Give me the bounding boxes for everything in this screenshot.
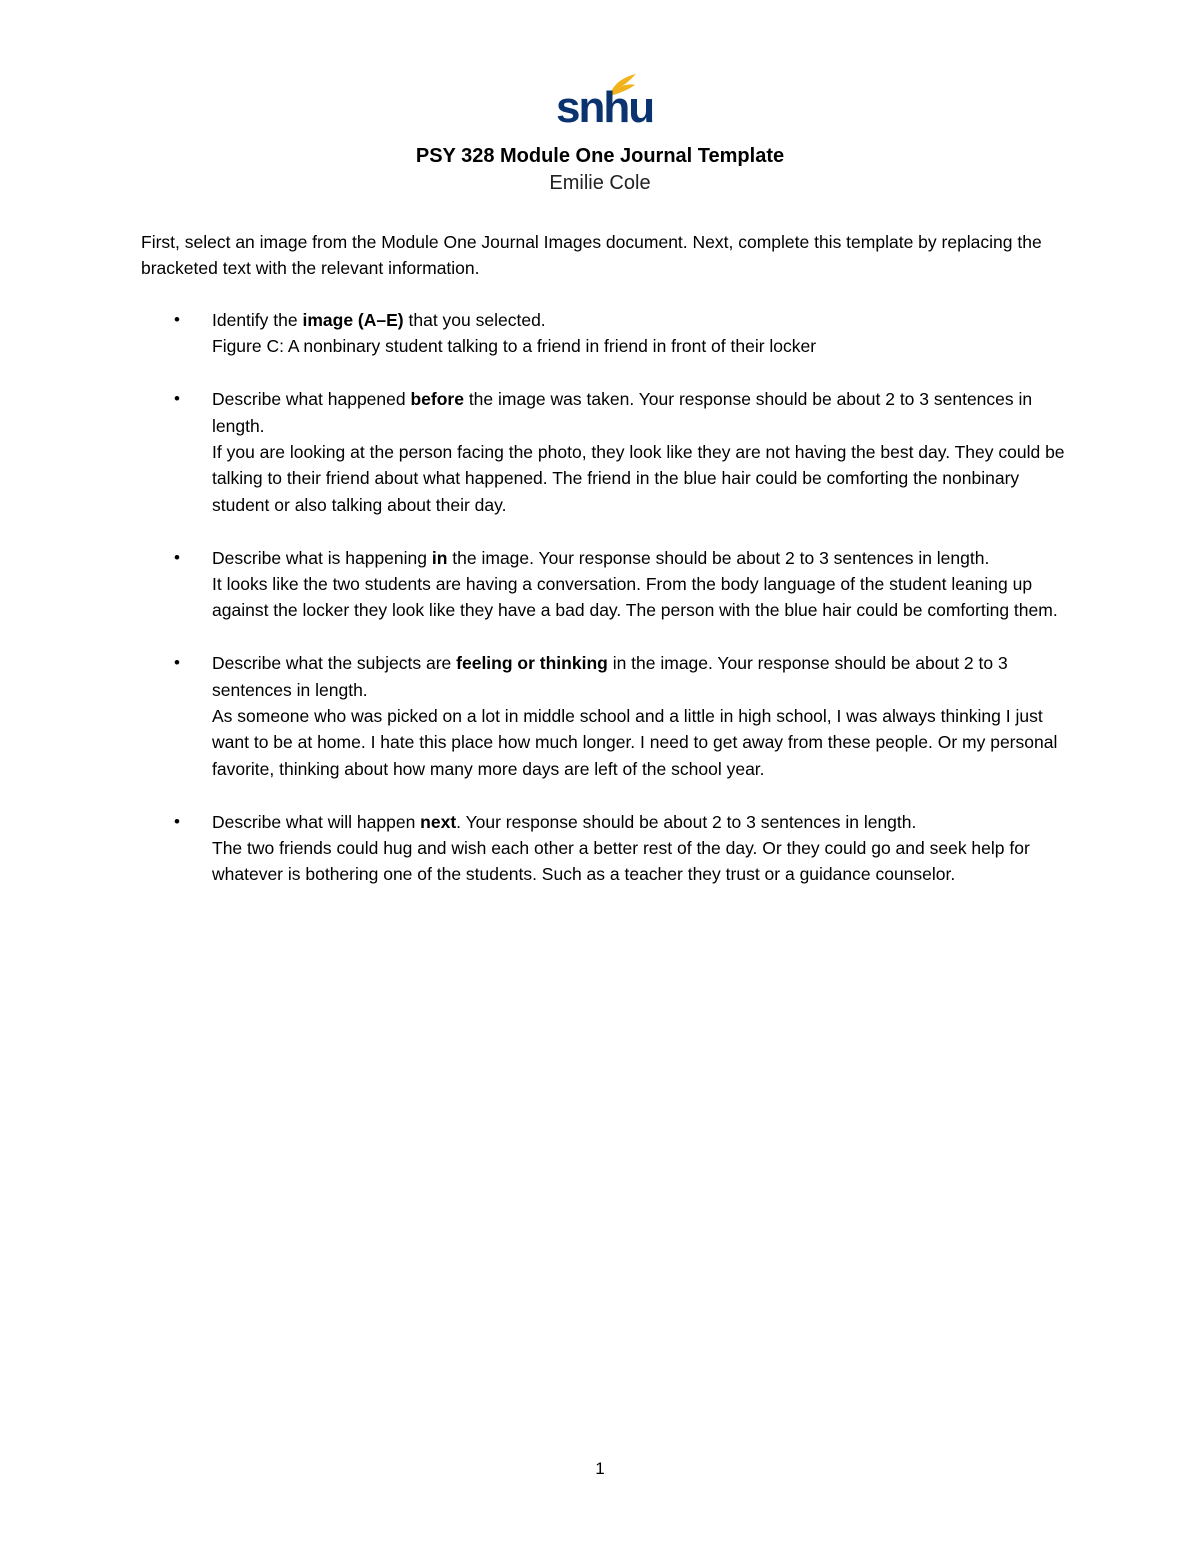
answer-text: If you are looking at the person facing the photo, they look like they are not having the best day. They could be talking to their friend about what happened. The friend in the blue hair could be comforting the nonbinary student or also talking about their day. [212,442,1065,515]
prompt-text: Identify the image (A–E) that you selected. [212,310,546,330]
page-title: PSY 328 Module One Journal Template [415,145,785,167]
bullet-icon: • [174,653,180,673]
prompt-text: Describe what is happening in the image. Your response should be about 2 to 3 sentences in length. [212,547,990,568]
logo-wordmark: snhu [556,83,654,132]
list-item [141,545,1071,624]
list-item [141,650,1071,782]
prompt-text: Describe what happened before the image was taken. Your response should be about 2 to 3 sentences in length. [212,389,1033,436]
snhu-logo [554,72,654,132]
bullet-icon: • [174,310,180,329]
list-item [141,307,1071,360]
page-number: 1 [595,1459,605,1478]
intro-paragraph: First, select an image from the Module One Journal Images document. Next, complete this template by replacing the bracketed text with the relevant information. [141,232,1042,279]
bullet-icon: • [174,389,180,409]
list-item [141,809,1071,888]
author-name: Emilie Cole [549,172,651,194]
prompt-list [141,307,1071,914]
bullet-icon: • [174,547,180,567]
list-item [141,386,1071,518]
prompt-text: Describe what the subjects are feeling or thinking in the image. Your response should be about 2 to 3 sentences in length. [212,653,1008,700]
answer-text: As someone who was picked on a lot in middle school and a little in high school, I was always thinking I just want to be at home. I hate this place how much longer. I need to get away from these people. Or my personal favorite, thinking about how many more days are left of the school year. [212,706,1058,779]
answer-text: It looks like the two students are having a conversation. From the body language of the student leaning up against the locker they look like they have a bad day. The person with the blue hair could be comforting them. [212,574,1058,621]
prompt-text: Describe what will happen next. Your response should be about 2 to 3 sentences in length. [212,811,917,832]
answer-text: Figure C: A nonbinary student talking to a friend in friend in front of their locker [212,336,817,357]
bullet-icon: • [174,811,180,831]
answer-text: The two friends could hug and wish each other a better rest of the day. Or they could go and seek help for whatever is bothering one of the students. Such as a teacher they trust or a guidance counselor. [212,838,1030,885]
